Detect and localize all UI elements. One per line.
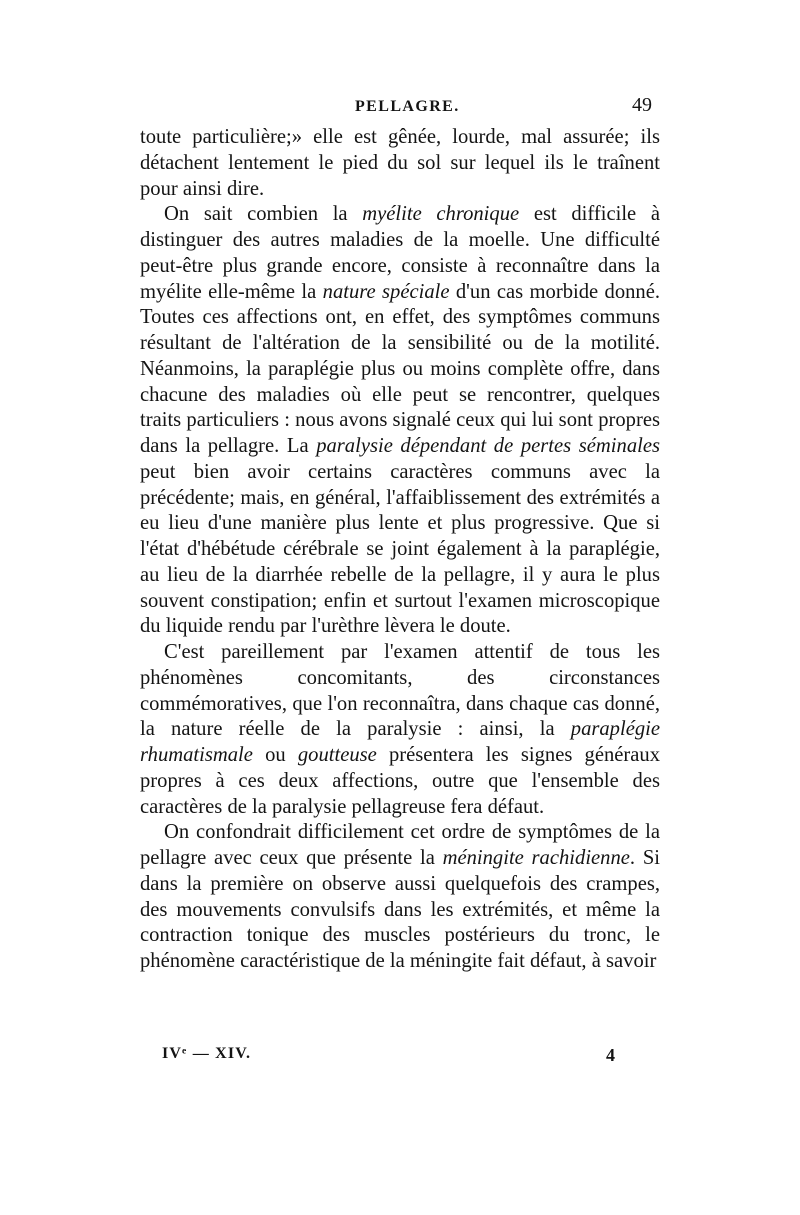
paragraph-text: présentera les signes généraux propres à ces deux affections, outre que l'ensemble des caractères de la paralysie pellagreuse fera défaut. (140, 744, 660, 818)
paragraph-1 (140, 125, 660, 202)
paragraph-3 (140, 640, 660, 820)
paragraph-text: d'un cas morbide donné. Toutes ces affections ont, en effet, des symptômes communs résultant de l'altération de la sensibilité ou de la motilité. Néanmoins, la paraplégie plus ou moins complète offre, dans chacune des maladies où elle peut se rencontrer, quelques traits particuliers : nous avons signalé ceux qui lui sont propres dans la pellagre. La (140, 280, 661, 457)
italic-term: goutteuse (297, 744, 377, 766)
paragraph-text: ou (252, 744, 298, 766)
sheet-number: 4 (606, 1045, 615, 1065)
italic-term: myélite chronique (362, 203, 520, 226)
paragraph-4 (140, 820, 660, 975)
running-title: PELLAGRE. (355, 98, 460, 115)
italic-term: paraplégie rhumatismale (140, 718, 660, 766)
page-footer (140, 1045, 660, 1071)
italic-term: nature spéciale (322, 280, 450, 303)
paragraph-2 (140, 202, 660, 640)
running-head (140, 92, 660, 122)
paragraph-text: C'est pareillement par l'examen attentif de tous les phénomènes concomitants, des circonstances commémoratives, que l'on reconnaîtra, dans chaque cas donné, la nature réelle de la paralysie : ainsi, la (140, 641, 660, 741)
printer-signature: IVᵉ — XIV. (162, 1045, 252, 1062)
paragraph-text: . Si dans la première on observe aussi quelquefois des crampes, des mouvements convulsifs dans les extrémités, et même la contraction tonique des muscles postérieurs du tronc, le phénomène caractéristique de la méningite fait défaut, à savoir (140, 847, 660, 972)
paragraph-text: toute particulière;» elle est gênée, lourde, mal assurée; ils détachent lentement le pied du sol sur lequel ils le traînent pour ainsi dire. (140, 126, 660, 200)
italic-term: méningite rachidienne (442, 847, 630, 869)
paragraph-text: peut bien avoir certains caractères communs avec la précédente; mais, en général, l'affaiblissement des extrémités a eu lieu d'une manière plus lente et plus progressive. Que si l'état d'hébétude cérébrale se joint également à la paraplégie, au lieu de la diarrhée rebelle de la pellagre, il y aura le plus souvent constipation; enfin et surtout l'examen microscopique du liquide rendu par l'urèthre lèvera le doute. (140, 460, 660, 638)
paragraph-text: On confondrait difficilement cet ordre de symptômes de la pellagre avec ceux que présente la (140, 821, 660, 869)
body-text (140, 125, 660, 975)
paragraph-text: est difficile à distinguer des autres maladies de la moelle. Une difficulté peut-être plus grande encore, consiste à reconnaître dans la myélite elle-même la (140, 203, 660, 303)
page-number: 49 (632, 94, 652, 116)
paragraph-text: On sait combien la (164, 203, 363, 226)
italic-term: paralysie dépendant de pertes séminales (316, 435, 660, 457)
